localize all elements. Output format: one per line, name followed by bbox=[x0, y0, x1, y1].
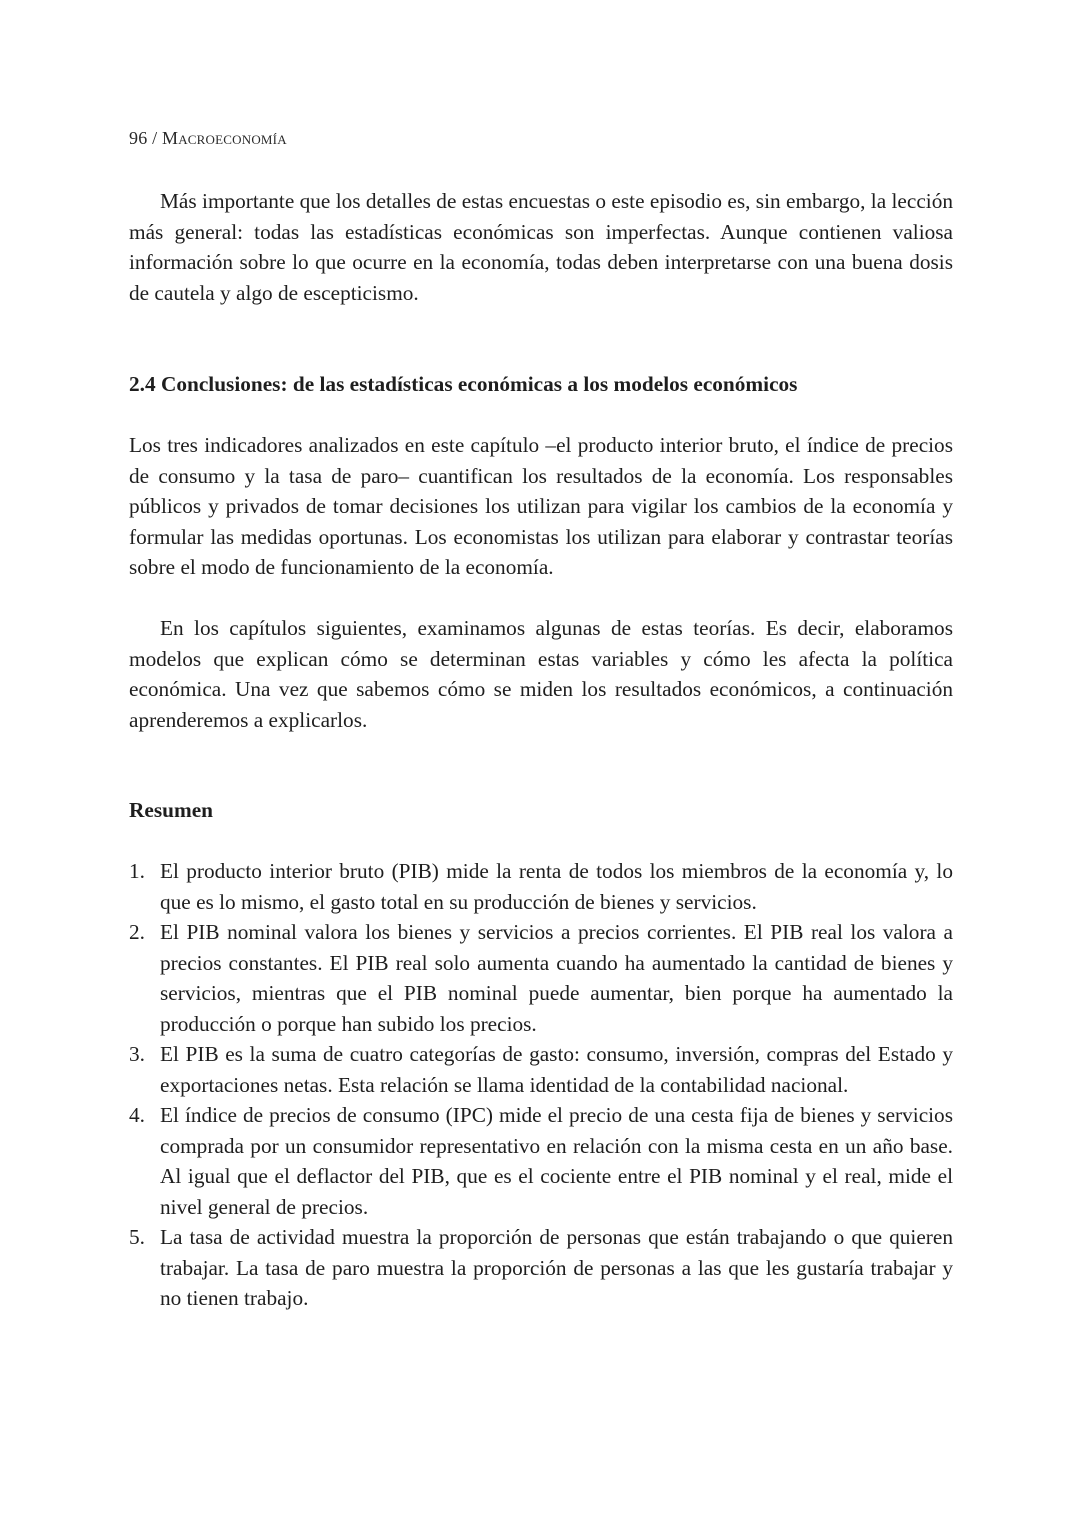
summary-item bbox=[129, 1039, 953, 1100]
book-title: Macroeconomía bbox=[162, 128, 287, 148]
summary-list bbox=[129, 856, 953, 1314]
paragraph-next-chapters: En los capítulos siguientes, examinamos algunas de estas teorías. Es decir, elaboramos modelos que explican cómo se determinan estas variables y cómo les afecta la política económica. Una vez que sabemos cómo se miden los resultados económicos, a continuación aprenderemos a explicarlos. bbox=[129, 616, 953, 732]
section-heading: 2.4 Conclusiones: de las estadísticas económicas a los modelos económicos bbox=[129, 372, 798, 396]
summary-item-text: El PIB es la suma de cuatro categorías de gasto: consumo, inversión, compras del Estado y exportaciones netas. Esta relación se llama identidad de la contabilidad nacional. bbox=[160, 1042, 953, 1097]
paragraph-indicators: Los tres indicadores analizados en este capítulo –el producto interior bruto, el índice de precios de consumo y la tasa de paro– cuantifican los resultados de la economía. Los responsables públicos y privados de tomar decisiones los utilizan para vigilar los cambios de la economía y formular las medidas oportunas. Los economistas los utilizan para elaborar y contrastar teorías sobre el modo de funcionamiento de la economía. bbox=[129, 433, 953, 579]
summary-item-text: El PIB nominal valora los bienes y servicios a precios corrientes. El PIB real los valora a precios constantes. El PIB real solo aumenta cuando ha aumentado la cantidad de bienes y servicios, mientras que el PIB nominal puede aumentar, bien porque ha aumentado la producción o porque han subido los precios. bbox=[160, 920, 953, 1036]
summary-item-number: 2. bbox=[129, 920, 145, 944]
summary-item bbox=[129, 1100, 953, 1222]
summary-item-number: 5. bbox=[129, 1225, 145, 1249]
summary-item-text: La tasa de actividad muestra la proporción de personas que están trabajando o que quieren trabajar. La tasa de paro muestra la proporción de personas a las que les gustaría trabajar y no tienen trabajo. bbox=[160, 1225, 953, 1310]
summary-item bbox=[129, 917, 953, 1039]
summary-item-number: 1. bbox=[129, 859, 145, 883]
running-head-separator: / bbox=[152, 128, 158, 148]
summary-item bbox=[129, 1222, 953, 1314]
summary-item-number: 3. bbox=[129, 1042, 145, 1066]
running-head bbox=[129, 127, 287, 149]
summary-item-number: 4. bbox=[129, 1103, 145, 1127]
summary-item bbox=[129, 856, 953, 917]
summary-item-text: El producto interior bruto (PIB) mide la renta de todos los miembros de la economía y, lo que es lo mismo, el gasto total en su producción de bienes y servicios. bbox=[160, 859, 953, 914]
summary-heading: Resumen bbox=[129, 798, 214, 822]
paragraph-intro: Más importante que los detalles de estas encuestas o este episodio es, sin embargo, la lección más general: todas las estadísticas económicas son imperfectas. Aunque contienen valiosa información sobre lo que ocurre en la economía, todas deben interpretarse con una buena dosis de cautela y algo de escepticismo. bbox=[129, 189, 953, 305]
summary-item-text: El índice de precios de consumo (IPC) mide el precio de una cesta fija de bienes y servicios comprada por un consumidor representativo en relación con la misma cesta en un año base. Al igual que el deflactor del PIB, que es el cociente entre el PIB nominal y el real, mide el nivel general de precios. bbox=[160, 1103, 953, 1219]
page-number: 96 bbox=[129, 128, 148, 148]
